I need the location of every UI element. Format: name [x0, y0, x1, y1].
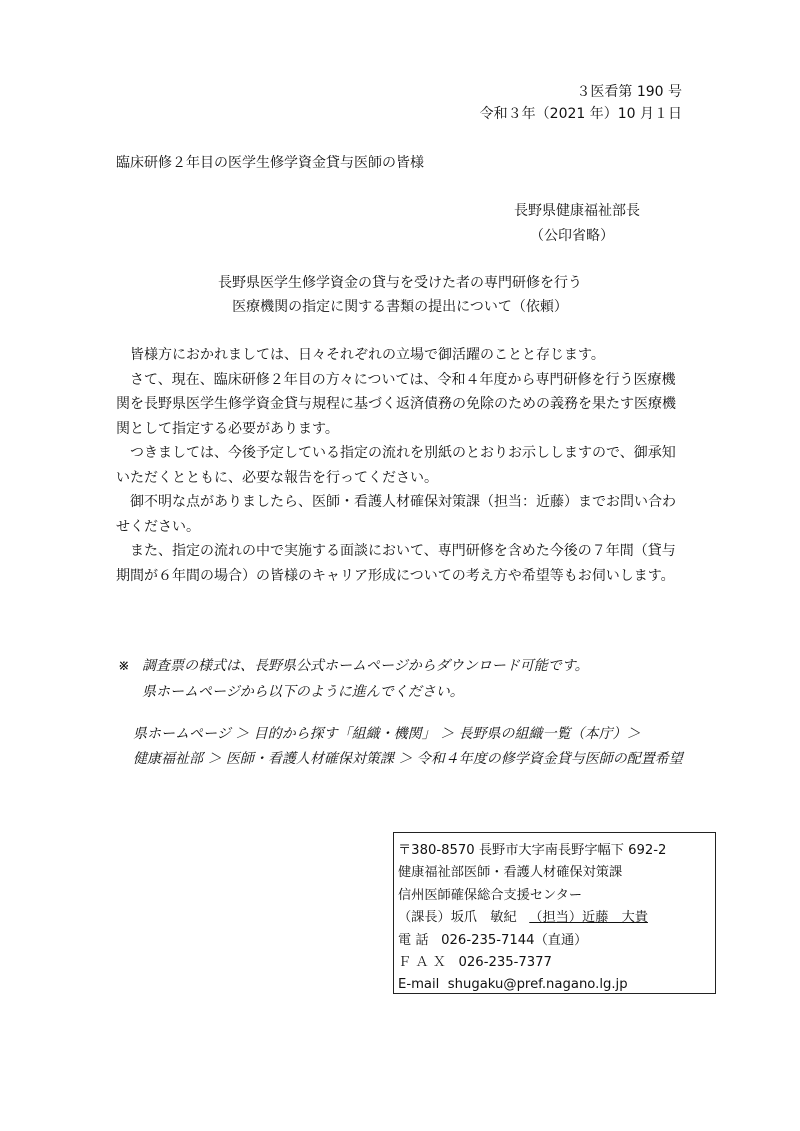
body-line: また、指定の流れの中で実施する面談において、専門研修を含めた今後の７年間（貸与 [116, 543, 676, 559]
fax-number: 026-235-7377 [458, 955, 552, 971]
body-line: 皆様方におかれましては、日々それぞれの立場で御活躍のことと存じます。 [116, 347, 605, 363]
body-line: 期間が６年間の場合）の皆様のキャリア形成についての考え方や希望等もお伺いします。 [116, 567, 675, 584]
contact-tel-row [398, 930, 715, 952]
contact-address: 〒380-8570 長野市大字南長野字幅下 692-2 [398, 843, 667, 858]
body-line: いただくとともに、必要な報告を行ってください。 [116, 469, 438, 486]
contact-names [398, 907, 715, 929]
document-date: 令和３年（2021 年）10 月１日 [479, 106, 682, 122]
contact-chief: （課長）坂爪 敏紀 [398, 910, 517, 926]
email-label: E-mail [398, 977, 440, 993]
sender: 長野県健康福祉部長 [514, 203, 640, 219]
body-line: つきましては、今後予定している指定の流れを別紙のとおりお示ししますので、御承知 [116, 445, 676, 461]
note-line-2: 県ホームページから以下のように進んでください。 [142, 684, 464, 700]
contact-center: 信州医師確保総合支援センター [398, 887, 583, 903]
seal-note: （公印省略） [530, 228, 614, 244]
document-number: ３医看第 190 号 [576, 84, 682, 100]
tel-label: 電 話 [398, 932, 429, 948]
body-line: 関を長野県医学生修学資金貸与規程に基づく返済債務の免除のための義務を果たす医療機 [116, 396, 676, 412]
nav-path-line-1: 県ホームページ ＞ 目的から探す「組織・機関」 ＞ 長野県の組織一覧（本庁）＞ [133, 726, 641, 742]
contact-box [393, 832, 716, 994]
body-text [116, 343, 696, 588]
note-mark: ※ [118, 658, 130, 674]
body-line: さて、現在、臨床研修２年目の方々については、令和４年度から専門研修を行う医療機 [116, 371, 676, 388]
title-line-2: 医療機関の指定に関する書類の提出について（依頼） [232, 299, 568, 315]
body-line: 御不明な点がありましたら、医師・看護人材確保対策課（担当：近藤）までお問い合わ [116, 494, 676, 510]
fax-label: Ｆ Ａ Ｘ [398, 955, 446, 971]
title-line-1: 長野県医学生修学資金の貸与を受けた者の専門研修を行う [218, 275, 582, 291]
addressee: 臨床研修２年目の医学生修学資金貸与医師の皆様 [116, 155, 424, 171]
body-line: せください。 [116, 518, 200, 535]
tel-number: 026-235-7144（直通） [441, 932, 588, 948]
contact-fax-row [398, 952, 715, 974]
nav-path-line-2: 健康福祉部 ＞ 医師・看護人材確保対策課 ＞ 令和４年度の修学資金貸与医師の配置希望 [133, 751, 683, 767]
contact-person: （担当）近藤 大貴 [529, 910, 648, 926]
email-address[interactable]: shugaku@pref.nagano.lg.jp [447, 977, 628, 993]
contact-department: 健康福祉部医師・看護人材確保対策課 [398, 865, 623, 881]
note-line-1: 調査票の様式は、長野県公式ホームページからダウンロード可能です。 [142, 658, 589, 674]
contact-email-row [398, 974, 715, 996]
body-line: 関として指定する必要があります。 [116, 420, 339, 437]
